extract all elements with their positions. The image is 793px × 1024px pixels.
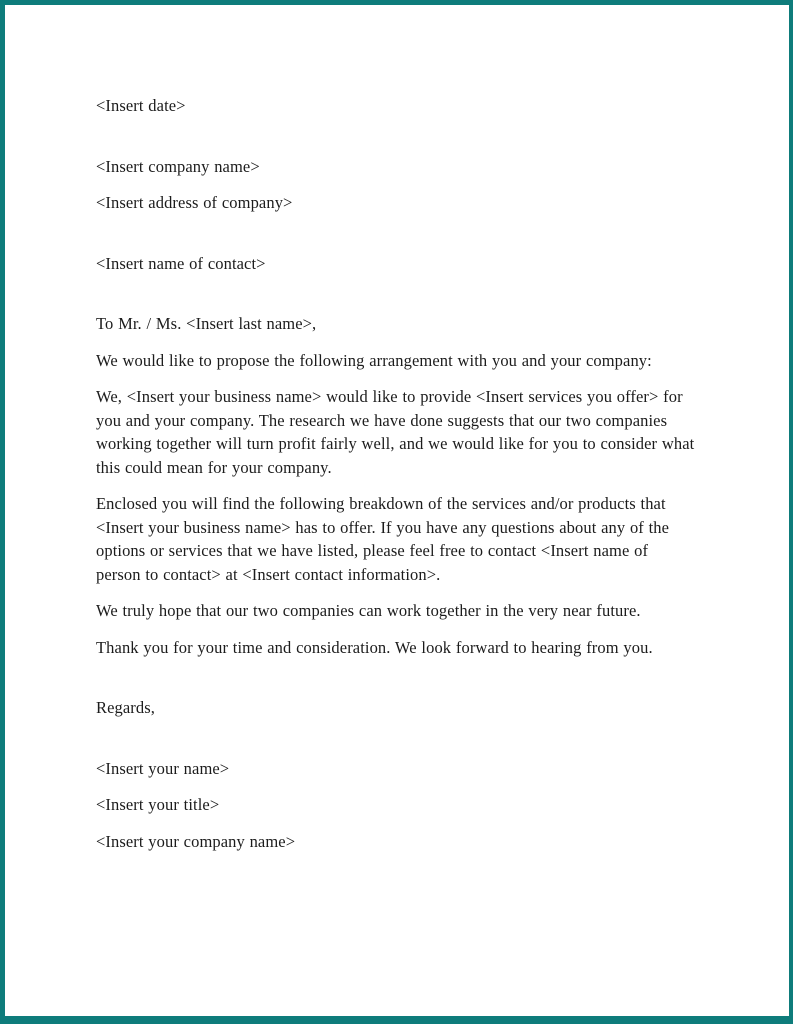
enclosure-paragraph: Enclosed you will find the following breakdown of the services and/or products that <Insert your business name> has to offer. If you have any questions about any of the options or services that we have listed, please feel free to contact <Insert name of person to contact> at <Insert contact information>.	[96, 494, 670, 584]
signature-name-placeholder: <Insert your name>	[96, 758, 230, 778]
date-placeholder: <Insert date>	[96, 96, 186, 115]
hope-paragraph: We truly hope that our two companies can work together in the very near future.	[96, 601, 641, 620]
recipient-contact-placeholder: <Insert name of contact>	[96, 253, 266, 273]
letter-content	[5, 5, 789, 853]
intro-paragraph: We would like to propose the following arrangement with you and your company:	[96, 350, 652, 370]
recipient-company-placeholder: <Insert company name>	[96, 156, 260, 176]
thanks-paragraph: Thank you for your time and consideration. We look forward to hearing from you.	[96, 637, 653, 657]
proposal-paragraph: We, <Insert your business name> would like to provide <Insert services you offer> for you and your company. The research we have done suggests that our two companies working together will turn profit fairly well, and we would like for you to consider what this could mean for your company.	[96, 387, 695, 477]
recipient-address-placeholder: <Insert address of company>	[96, 193, 293, 212]
salutation-line: To Mr. / Ms. <Insert last name>,	[96, 314, 317, 333]
signature-company-placeholder: <Insert your company name>	[96, 831, 296, 851]
signature-title-placeholder: <Insert your title>	[96, 795, 220, 814]
closing-line: Regards,	[96, 698, 155, 717]
